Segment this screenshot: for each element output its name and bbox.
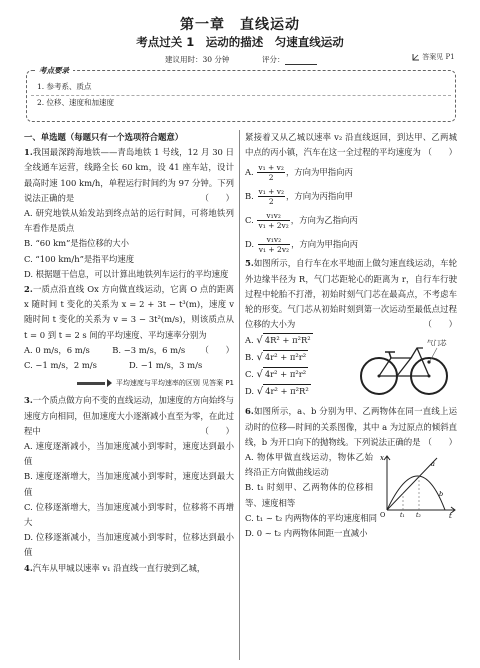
- question-number: 5.: [245, 258, 254, 269]
- x-axis-label: t: [449, 512, 452, 519]
- option-b[interactable]: B. −3 m/s，6 m/s: [112, 344, 186, 355]
- right-column: [245, 130, 457, 541]
- question-6-options-left: [245, 450, 373, 511]
- option-b[interactable]: B. 速度逐渐增大，当加速度减小到零时，速度达到最大值: [24, 471, 234, 497]
- chapter-title: 第一章 直线运动: [180, 17, 300, 33]
- option-d[interactable]: D. 位移逐渐减小，当加速度减小到零时，位移达到最小值: [24, 532, 234, 558]
- option-a[interactable]: A. 0 m/s，6 m/s: [24, 344, 90, 355]
- section-title: 考点过关 1 运动的描述 匀速直线运动: [136, 35, 344, 49]
- answer-paren[interactable]: （ ）: [423, 436, 457, 447]
- column-divider: [239, 130, 240, 660]
- options-row-2: [24, 358, 234, 373]
- question-4-continued: [245, 130, 457, 160]
- score-blank[interactable]: [285, 57, 317, 65]
- question-stem: 如图所示，a、b 分别为甲、乙两物体在同一直线上运动时的位移—时间的关系图像，其中 a 为过原点的倾斜直线，b 为开口向下的抛物线。下列说法正确的是: [245, 406, 457, 447]
- option-a[interactable]: A. 速度逐渐减小，当加速度减小到零时，速度达到最小值: [24, 441, 234, 467]
- question-stem: 我国最深跨海地铁——青岛地铁 1 号线，12 月 30 日全线通车运营，线路全长 60 km，设 41 座车站，设计最高时速 100 km/h，单程运行时间约为 97 分钟。下列说法正确的是: [24, 147, 234, 203]
- question-5-options-figure: [245, 332, 457, 404]
- question-stem: 汽车从甲城以速率 v₁ 沿直线一直行驶到乙城，: [32, 562, 206, 573]
- bicycle-figure: [355, 334, 455, 400]
- score-label: 评分：: [262, 55, 285, 64]
- strip-text: 平均速度与平均速率的区别: [115, 379, 200, 388]
- question-stem: 一个质点做方向不变的直线运动，加速度的方向始终与速度方向相同，但加速度大小逐渐减小直至为零，在此过程中: [24, 395, 234, 436]
- fraction: $\frac{\text{v₁ + v₂}}{2}$: [258, 163, 284, 183]
- option-c[interactable]: C. √ 4r² + π²r²: [245, 369, 307, 381]
- options-row-1: [24, 343, 201, 358]
- option-b[interactable]: B. √ 4r² + π²r²: [245, 352, 307, 364]
- option-d[interactable]: D. √ 4r² + π²R²: [245, 386, 309, 398]
- option-c[interactable]: C. “100 km/h”是指平均速度: [24, 253, 135, 264]
- fraction: $\frac{\text{v₁ + v₂}}{2}$: [258, 187, 285, 207]
- score-field: [262, 54, 317, 65]
- option-c[interactable]: C. −1 m/s，2 m/s: [24, 360, 97, 371]
- question-3: [24, 393, 234, 439]
- option-b[interactable]: B. t₁ 时刻甲、乙两物体的位移相等、速度相等: [245, 482, 373, 508]
- left-column: [24, 130, 234, 576]
- option-d[interactable]: D. −1 m/s，3 m/s: [129, 360, 203, 371]
- answer-paren[interactable]: （ ）: [200, 425, 234, 436]
- origin-label: O: [380, 511, 386, 519]
- question-1: [24, 145, 234, 206]
- answer-ref-text: 答案见 P1: [422, 53, 455, 61]
- curve-b: [387, 476, 445, 510]
- knowledge-divider: [31, 95, 451, 96]
- label-a: a: [431, 460, 435, 469]
- question-number: 4.: [24, 562, 33, 573]
- option-a[interactable]: A. 物体甲做直线运动，物体乙始终沿正方向做曲线运动: [245, 452, 373, 478]
- knowledge-point-2: 2. 位移、速度和加速度: [37, 98, 115, 107]
- line-a: [387, 458, 437, 510]
- corner-mark-icon: [412, 53, 420, 61]
- time-hint: 建议用时：30 分钟: [165, 55, 230, 64]
- tick-t1: t₁: [400, 512, 405, 519]
- answer-paren[interactable]: （ ）: [423, 147, 457, 158]
- option-a[interactable]: A. √ 4R² + π²R²: [245, 335, 311, 347]
- label-b: b: [439, 490, 444, 499]
- option-a[interactable]: A. 研究地铁从始发站到终点站的运行时间，可将地铁列车看作是质点: [24, 208, 234, 234]
- option-c[interactable]: C. $\frac{\text{v₁v₂}}{\text{v₁ + 2v₂}}$ ，方向为乙指向丙: [245, 211, 358, 231]
- fraction: $\frac{\text{v₁v₂}}{\text{v₁ + 2v₂}}$: [258, 211, 289, 231]
- answer-paren[interactable]: （ ）: [423, 319, 457, 330]
- option-c[interactable]: C. t₁ ~ t₂ 内两物体的平均速度相同: [245, 512, 378, 523]
- section-one-heading: 一、单选题（每题只有一个选项符合题意）: [24, 132, 184, 142]
- option-b[interactable]: B. “60 km”是指位移的大小: [24, 238, 130, 249]
- knowledge-point-1: 1. 参考系、质点: [37, 82, 92, 91]
- strip-bar: [77, 382, 105, 385]
- answer-paren[interactable]: （ ）: [200, 192, 234, 203]
- question-5-options: [245, 332, 365, 400]
- question-stem: 如图所示，自行车在水平地面上做匀速直线运动，车轮外边缘半径为 R，气门芯距轮心的距离为 r，自行车行驶过程中轮胎不打滑，初始时刻气门芯在最高点，不考虑车轮的形变。气门芯从初始时刻到第一次运动至最低点过程位移的大小为: [245, 258, 457, 330]
- answer-ref: [412, 52, 455, 62]
- question-stem: 紧接着又从乙城以速率 v₂ 沿直线返回，到达甲、乙两城中点的丙小镇，汽车在这一全过程的平均速度为: [245, 132, 457, 158]
- question-number: 3.: [24, 395, 33, 406]
- option-b[interactable]: B. $\frac{\text{v₁ + v₂}}{2}$ ，方向为丙指向甲: [245, 187, 354, 207]
- knowledge-points-box: [26, 66, 456, 122]
- question-6: [245, 404, 457, 450]
- question-number: 2.: [24, 284, 33, 295]
- answer-paren[interactable]: （ ）: [200, 344, 234, 355]
- valve-label: 气门芯: [427, 339, 447, 348]
- question-5: [245, 256, 457, 332]
- question-number: 6.: [245, 406, 254, 417]
- option-d[interactable]: D. 根据题干信息，可以计算出地铁列车运行的平均速度: [24, 268, 229, 279]
- tip-strip[interactable]: [24, 376, 234, 391]
- strip-ref: 见答案 P1: [202, 379, 234, 388]
- question-number: 1.: [24, 147, 33, 158]
- y-axis-label: x: [380, 454, 384, 463]
- xt-graph-figure: [379, 452, 457, 518]
- option-d[interactable]: D. 0 ~ t₂ 内两物体间距一直减小: [245, 528, 368, 539]
- option-c[interactable]: C. 位移逐渐增大，当加速度减小到零时，位移将不再增大: [24, 501, 234, 528]
- knowledge-points-tag: 考点要录: [35, 65, 73, 76]
- fraction: $\frac{\text{v₁v₂}}{\text{v₁ + 2v₂}}$: [258, 235, 290, 255]
- option-a[interactable]: A. $\frac{\text{v₁ + v₂}}{2}$ ，方向为甲指向丙: [245, 163, 353, 183]
- arrow-right-icon: [107, 379, 112, 387]
- option-d[interactable]: D. $\frac{\text{v₁v₂}}{\text{v₁ + 2v₂}}$ ，方向为甲指向丙: [245, 235, 359, 255]
- question-4-start: [24, 561, 234, 576]
- tick-t2: t₂: [416, 512, 421, 519]
- question-stem: 一质点沿直线 Ox 方向做直线运动，它离 O 点的距离 x 随时间 t 变化的关系为 x = 2 + 3t − t³(m)，速度 v 随时间 t 变化的关系为 v = 3 − 3t²(m/s)，则该质点从 t = 0 到 t = 2 s 间的平均速度、平均速率分别为: [24, 284, 234, 340]
